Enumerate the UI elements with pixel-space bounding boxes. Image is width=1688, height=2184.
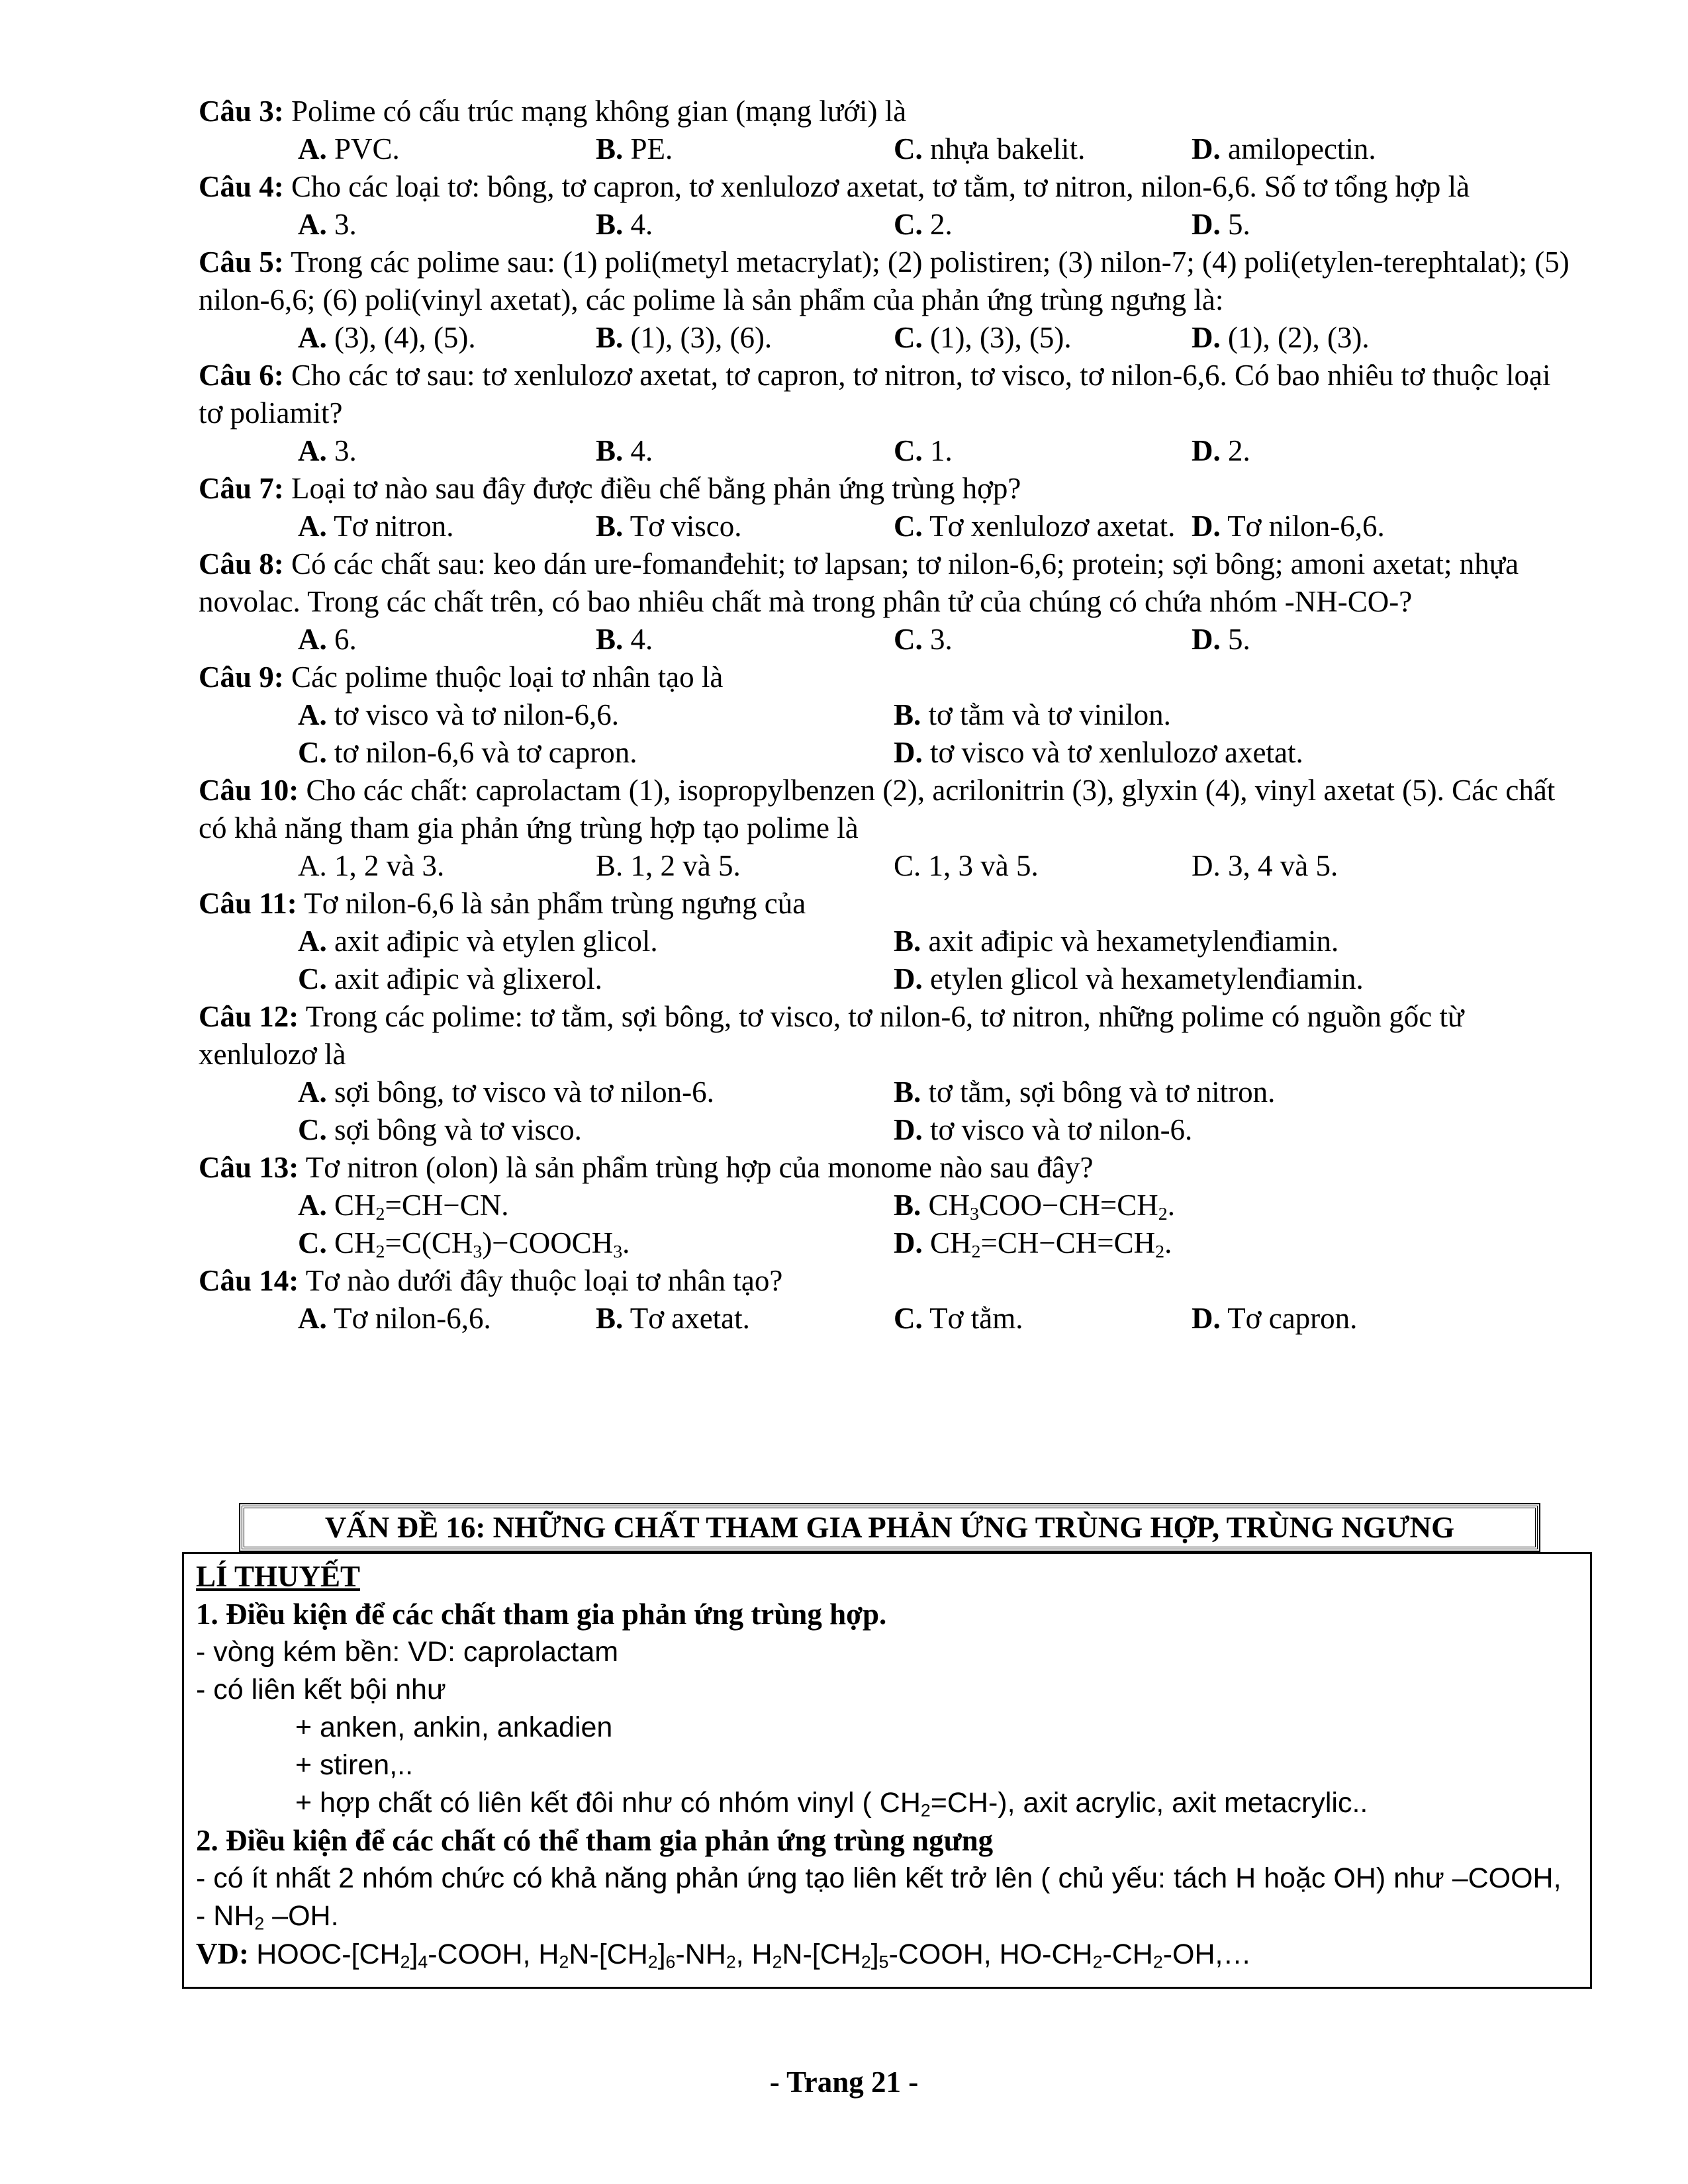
option-letter: B. xyxy=(894,698,921,731)
option-letter: B. xyxy=(894,1075,921,1109)
option-letter: A. xyxy=(298,849,327,882)
formula-text: -CH xyxy=(1102,1938,1153,1970)
option-letter: C. xyxy=(298,1113,327,1146)
question-number: Câu 6: xyxy=(199,359,284,392)
answer-option[interactable] xyxy=(298,847,596,885)
subscript: 2 xyxy=(971,1241,981,1262)
option-text: Tơ nilon-6,6. xyxy=(1220,510,1385,543)
text: –OH. xyxy=(264,1900,339,1932)
question-text: Cho các loại tơ: bông, tơ capron, tơ xenlulozơ axetat, tơ tằm, tơ nitron, nilon-6,6. Số tơ tổng hợp là xyxy=(283,170,1470,203)
option-letter: B. xyxy=(596,208,624,241)
text: - có ít nhất 2 nhóm chức có khả năng phản ứng tạo liên kết trở lên ( chủ yếu: tách H hoặc OH) như –COOH, - NH xyxy=(196,1862,1562,1932)
answer-options xyxy=(199,1073,1575,1149)
answer-option[interactable] xyxy=(894,923,1489,960)
option-letter: A. xyxy=(298,925,327,958)
option-letter: A. xyxy=(298,208,327,241)
subscript: 2 xyxy=(375,1203,385,1224)
option-letter: B. xyxy=(596,434,624,467)
theory-line xyxy=(196,1860,1578,1935)
formula-text: ] xyxy=(870,1938,879,1970)
formula-text: . xyxy=(1167,1189,1175,1222)
option-letter: D. xyxy=(1192,132,1221,165)
option-text: axit ađipic và etylen glicol. xyxy=(326,925,658,958)
question-text: Các polime thuộc loại tơ nhân tạo là xyxy=(283,660,724,694)
subscript: 6 xyxy=(665,1952,676,1972)
answer-option[interactable] xyxy=(894,696,1489,734)
theory-line: - có liên kết bội như xyxy=(196,1674,446,1706)
question-text: Cho các tơ sau: tơ xenlulozơ axetat, tơ capron, tơ nitron, tơ visco, tơ nilon-6,6. Có bao nhiêu tơ thuộc loại tơ poliamit? xyxy=(199,359,1551,430)
formula-text: -COOH, H xyxy=(428,1938,559,1970)
option-letter: C. xyxy=(894,321,923,354)
option-text: sợi bông và tơ visco. xyxy=(326,1113,582,1146)
question-number: Câu 9: xyxy=(199,660,284,694)
option-text: tơ visco và tơ nilon-6,6. xyxy=(326,698,620,731)
formula-text: CH xyxy=(326,1226,376,1259)
answer-options xyxy=(199,206,1575,244)
option-text: Tơ nilon-6,6. xyxy=(326,1302,491,1335)
option-letter: A. xyxy=(298,698,327,731)
option-text: PE. xyxy=(623,132,673,165)
question-text: Loại tơ nào sau đây được điều chế bằng phản ứng trùng hợp? xyxy=(283,472,1021,505)
option-text: (1), (2), (3). xyxy=(1220,321,1370,354)
option-letter: C. xyxy=(298,962,327,995)
question-stem xyxy=(199,885,1575,923)
subscript: 2 xyxy=(1092,1952,1103,1972)
option-text: axit ađipic và glixerol. xyxy=(326,962,602,995)
answer-option[interactable] xyxy=(1192,847,1338,885)
answer-option[interactable] xyxy=(1192,508,1385,545)
question-text: Tơ nào dưới đây thuộc loại tơ nhân tạo? xyxy=(299,1264,783,1297)
formula-text: ] xyxy=(410,1938,418,1970)
option-letter: D. xyxy=(1192,1302,1221,1335)
option-text: (1), (3), (6). xyxy=(623,321,773,354)
option-text: 5. xyxy=(1220,623,1250,656)
answer-option[interactable] xyxy=(298,696,894,734)
answer-option[interactable] xyxy=(298,319,596,357)
option-text: etylen glicol và hexametylenđiamin. xyxy=(922,962,1364,995)
question-number: Câu 4: xyxy=(199,170,284,203)
question-number: Câu 12: xyxy=(199,1000,299,1033)
answer-option[interactable] xyxy=(596,206,894,244)
option-letter: A. xyxy=(298,132,327,165)
option-text: tơ visco và tơ nilon-6. xyxy=(922,1113,1193,1146)
option-letter: C. xyxy=(894,510,923,543)
option-text: 3. xyxy=(326,434,357,467)
answer-option[interactable] xyxy=(596,1300,894,1338)
answer-option[interactable] xyxy=(1192,621,1250,659)
theory-line: + anken, ankin, ankadien xyxy=(295,1711,613,1743)
answer-option[interactable] xyxy=(298,432,596,470)
answer-options xyxy=(199,621,1575,659)
answer-option[interactable] xyxy=(298,1300,596,1338)
question-stem xyxy=(199,545,1575,621)
option-text: (1), (3), (5). xyxy=(922,321,1072,354)
subscript: 2 xyxy=(1158,1203,1168,1224)
answer-option[interactable] xyxy=(298,923,894,960)
option-text: (3), (4), (5). xyxy=(326,321,476,354)
option-letter: A. xyxy=(298,321,327,354)
question-stem xyxy=(199,1149,1575,1187)
answer-option[interactable] xyxy=(1192,130,1376,168)
answer-option[interactable] xyxy=(596,621,894,659)
question-text: Trong các polime sau: (1) poli(metyl metacrylat); (2) polistiren; (3) nilon-7; (4) poli(etylen-terephtalat); (5) nilon-6,6; (6) poli(vinyl axetat), các polime là sản phẩm của phản ứng trùng ngưng là: xyxy=(199,246,1570,316)
question-number: Câu 10: xyxy=(199,774,299,807)
theory-example xyxy=(196,1935,1578,1974)
option-letter: A. xyxy=(298,1302,327,1335)
option-letter: B. xyxy=(894,925,921,958)
option-letter: B. xyxy=(596,1302,624,1335)
option-text: Tơ visco. xyxy=(623,510,742,543)
subscript: 2 xyxy=(726,1952,736,1972)
answer-options xyxy=(199,1187,1575,1262)
question-stem xyxy=(199,168,1575,206)
question-number: Câu 13: xyxy=(199,1151,299,1184)
theory-line xyxy=(196,1784,1578,1822)
option-text: 2. xyxy=(922,208,953,241)
formula-text: CH xyxy=(922,1226,972,1259)
formula-text: ] xyxy=(657,1938,666,1970)
answer-options xyxy=(199,923,1575,998)
question-stem xyxy=(199,244,1575,319)
formula-text: . xyxy=(622,1226,630,1259)
answer-options xyxy=(199,432,1575,470)
formula-text: COO−CH=CH xyxy=(978,1189,1158,1222)
subscript: 4 xyxy=(418,1952,428,1972)
theory-heading-2: 2. Điều kiện để các chất có thể tham gia phản ứng trùng ngưng xyxy=(196,1824,994,1857)
subscript: 2 xyxy=(375,1241,385,1262)
question-stem xyxy=(199,772,1575,847)
question-stem xyxy=(199,1262,1575,1300)
subscript: 2 xyxy=(400,1952,410,1972)
option-letter: C. xyxy=(298,1226,327,1259)
section-title: VẤN ĐỀ 16: NHỮNG CHẤT THAM GIA PHẢN ỨNG TRÙNG HỢP, TRÙNG NGƯNG xyxy=(242,1506,1538,1549)
answer-option[interactable] xyxy=(894,206,1192,244)
answer-options xyxy=(199,847,1575,885)
question-stem xyxy=(199,998,1575,1073)
answer-option[interactable] xyxy=(894,508,1192,545)
formula-text: , H xyxy=(735,1938,773,1970)
theory-heading: LÍ THUYẾT xyxy=(196,1560,361,1593)
option-text: amilopectin. xyxy=(1220,132,1376,165)
question-text: Tơ nilon-6,6 là sản phẩm trùng ngưng của xyxy=(297,887,806,920)
formula-text: -COOH, HO-CH xyxy=(888,1938,1093,1970)
answer-option[interactable] xyxy=(298,508,596,545)
option-text: tơ nilon-6,6 và tơ capron. xyxy=(326,736,637,769)
answer-option[interactable] xyxy=(596,130,894,168)
answer-option[interactable] xyxy=(298,621,596,659)
answer-option[interactable] xyxy=(596,847,894,885)
option-letter: B. xyxy=(596,132,624,165)
answer-option[interactable] xyxy=(298,734,894,772)
question-list xyxy=(199,93,1575,1338)
text: + hợp chất có liên kết đôi như có nhóm vinyl ( CH xyxy=(295,1787,921,1819)
option-text: axit ađipic và hexametylenđiamin. xyxy=(921,925,1339,958)
subscript: 3 xyxy=(613,1241,623,1262)
formula-text: =CH−CN. xyxy=(385,1189,509,1222)
answer-option[interactable] xyxy=(596,432,894,470)
question-number: Câu 5: xyxy=(199,246,284,279)
option-letter: A. xyxy=(298,434,327,467)
formula-text: . xyxy=(1164,1226,1172,1259)
option-text: 1, 2 và 5. xyxy=(623,849,741,882)
option-letter: C. xyxy=(894,849,921,882)
subscript: 2 xyxy=(1152,1952,1163,1972)
answer-option[interactable] xyxy=(298,960,894,998)
option-letter: C. xyxy=(894,434,923,467)
option-letter: A. xyxy=(298,510,327,543)
option-text: 4. xyxy=(623,623,653,656)
option-letter: D. xyxy=(1192,321,1221,354)
answer-option[interactable] xyxy=(894,1224,1489,1262)
option-letter: C. xyxy=(894,623,923,656)
text: =CH-), axit acrylic, axit metacrylic.. xyxy=(930,1787,1368,1819)
question-text: Polime có cấu trúc mạng không gian (mạng lưới) là xyxy=(283,95,907,128)
answer-option[interactable] xyxy=(894,432,1192,470)
subscript: 3 xyxy=(473,1241,483,1262)
option-letter: D. xyxy=(894,736,923,769)
subscript: 3 xyxy=(970,1203,979,1224)
answer-option[interactable] xyxy=(894,847,1192,885)
answer-options xyxy=(199,130,1575,168)
formula-text: -OH,… xyxy=(1162,1938,1252,1970)
option-text: 4. xyxy=(623,434,653,467)
option-text: 5. xyxy=(1220,208,1250,241)
formula-text: N-[CH xyxy=(569,1938,648,1970)
page-footer: - Trang 21 - xyxy=(769,2066,919,2099)
option-text: sợi bông, tơ visco và tơ nilon-6. xyxy=(326,1075,714,1109)
option-text: 4. xyxy=(623,208,653,241)
question-stem xyxy=(199,357,1575,432)
formula-text: )−COOCH xyxy=(482,1226,614,1259)
answer-options xyxy=(199,508,1575,545)
answer-option[interactable] xyxy=(298,1224,894,1262)
option-letter: C. xyxy=(894,132,923,165)
question-number: Câu 3: xyxy=(199,95,284,128)
option-letter: B. xyxy=(596,510,624,543)
formula-text: CH xyxy=(326,1189,376,1222)
question-text: Cho các chất: caprolactam (1), isopropylbenzen (2), acrilonitrin (3), glyxin (4), vinyl axetat (5). Các chất có khả năng tham gia phản ứng trùng hợp tạo polime là xyxy=(199,774,1556,844)
option-text: nhựa bakelit. xyxy=(922,132,1086,165)
option-letter: D. xyxy=(1192,849,1221,882)
answer-option[interactable] xyxy=(894,1073,1489,1111)
option-text: tơ tằm, sợi bông và tơ nitron. xyxy=(921,1075,1276,1109)
subscript: 2 xyxy=(1155,1241,1165,1262)
option-text: Tơ capron. xyxy=(1220,1302,1358,1335)
subscript: 2 xyxy=(772,1952,782,1972)
answer-option[interactable] xyxy=(596,319,894,357)
option-text: Tơ xenlulozơ axetat. xyxy=(922,510,1176,543)
formula-text: =CH−CH=CH xyxy=(980,1226,1156,1259)
option-text: 3. xyxy=(922,623,953,656)
formula-text: N-[CH xyxy=(782,1938,861,1970)
option-letter: D. xyxy=(894,1113,923,1146)
option-letter: B. xyxy=(596,849,624,882)
answer-option[interactable] xyxy=(894,319,1192,357)
question-text: Trong các polime: tơ tằm, sợi bông, tơ visco, tơ nilon-6, tơ nitron, những polime có nguồn gốc từ xenlulozơ là xyxy=(199,1000,1464,1071)
example-label: VD: xyxy=(196,1937,257,1970)
answer-option[interactable] xyxy=(298,206,596,244)
option-text: Tơ nitron. xyxy=(326,510,454,543)
option-text: 1. xyxy=(922,434,953,467)
option-letter: A. xyxy=(298,623,327,656)
subscript: 2 xyxy=(920,1800,931,1821)
answer-option[interactable] xyxy=(298,1111,894,1149)
option-letter: A. xyxy=(298,1075,327,1109)
question-stem xyxy=(199,659,1575,696)
option-text: 1, 2 và 3. xyxy=(326,849,445,882)
option-text: 3, 4 và 5. xyxy=(1220,849,1338,882)
option-text: tơ tằm và tơ vinilon. xyxy=(921,698,1171,731)
option-letter: D. xyxy=(1192,623,1221,656)
option-letter: C. xyxy=(894,208,923,241)
answer-option[interactable] xyxy=(1192,206,1250,244)
option-letter: D. xyxy=(1192,510,1221,543)
option-letter: D. xyxy=(894,962,923,995)
option-letter: B. xyxy=(894,1189,921,1222)
theory-box xyxy=(182,1552,1592,1989)
subscript: 2 xyxy=(559,1952,569,1972)
answer-option[interactable] xyxy=(894,1111,1489,1149)
option-letter: C. xyxy=(298,736,327,769)
theory-heading-1: 1. Điều kiện để các chất tham gia phản ứng trùng hợp. xyxy=(196,1598,887,1631)
question-number: Câu 7: xyxy=(199,472,284,505)
answer-options xyxy=(199,319,1575,357)
answer-option[interactable] xyxy=(894,621,1192,659)
option-text: 6. xyxy=(326,623,357,656)
question-stem xyxy=(199,93,1575,130)
answer-option[interactable] xyxy=(298,1187,894,1224)
subscript: 5 xyxy=(878,1952,889,1972)
answer-option[interactable] xyxy=(894,130,1192,168)
question-stem xyxy=(199,470,1575,508)
formula-text: -NH xyxy=(675,1938,726,1970)
option-letter: D. xyxy=(894,1226,923,1259)
answer-options xyxy=(199,696,1575,772)
subscript: 2 xyxy=(647,1952,658,1972)
question-number: Câu 11: xyxy=(199,887,297,920)
option-letter: C. xyxy=(894,1302,923,1335)
answer-option[interactable] xyxy=(894,1300,1192,1338)
question-number: Câu 8: xyxy=(199,547,284,580)
option-text: Tơ tằm. xyxy=(922,1302,1023,1335)
option-text: PVC. xyxy=(326,132,400,165)
option-letter: B. xyxy=(596,321,624,354)
option-text: tơ visco và tơ xenlulozơ axetat. xyxy=(922,736,1303,769)
formula-text: HOOC-[CH xyxy=(256,1938,400,1970)
answer-option[interactable] xyxy=(298,130,596,168)
option-letter: A. xyxy=(298,1189,327,1222)
option-letter: B. xyxy=(596,623,624,656)
answer-option[interactable] xyxy=(1192,319,1370,357)
option-text: 1, 3 và 5. xyxy=(921,849,1039,882)
question-text: Tơ nitron (olon) là sản phẩm trùng hợp của monome nào sau đây? xyxy=(299,1151,1094,1184)
question-number: Câu 14: xyxy=(199,1264,299,1297)
theory-line: + stiren,.. xyxy=(295,1749,414,1781)
option-text: 2. xyxy=(1220,434,1250,467)
answer-option[interactable] xyxy=(298,1073,894,1111)
answer-option[interactable] xyxy=(1192,432,1250,470)
answer-options xyxy=(199,1300,1575,1338)
subscript: 2 xyxy=(861,1952,871,1972)
question-text: Có các chất sau: keo dán ure-fomanđehit; tơ lapsan; tơ nilon-6,6; protein; sợi bông; amoni axetat; nhựa novolac. Trong các chất trên, có bao nhiêu chất mà trong phân tử của chúng có chứa nhóm -NH-CO-? xyxy=(199,547,1519,618)
option-text: 3. xyxy=(326,208,357,241)
answer-option[interactable] xyxy=(1192,1300,1357,1338)
answer-option[interactable] xyxy=(894,734,1489,772)
formula-text: CH xyxy=(921,1189,970,1222)
theory-line: - vòng kém bền: VD: caprolactam xyxy=(196,1636,619,1668)
option-letter: D. xyxy=(1192,434,1221,467)
formula-text: =C(CH xyxy=(385,1226,473,1259)
option-letter: D. xyxy=(1192,208,1221,241)
answer-option[interactable] xyxy=(596,508,894,545)
subscript: 2 xyxy=(254,1913,265,1934)
answer-option[interactable] xyxy=(894,1187,1489,1224)
option-text: Tơ axetat. xyxy=(623,1302,750,1335)
answer-option[interactable] xyxy=(894,960,1489,998)
